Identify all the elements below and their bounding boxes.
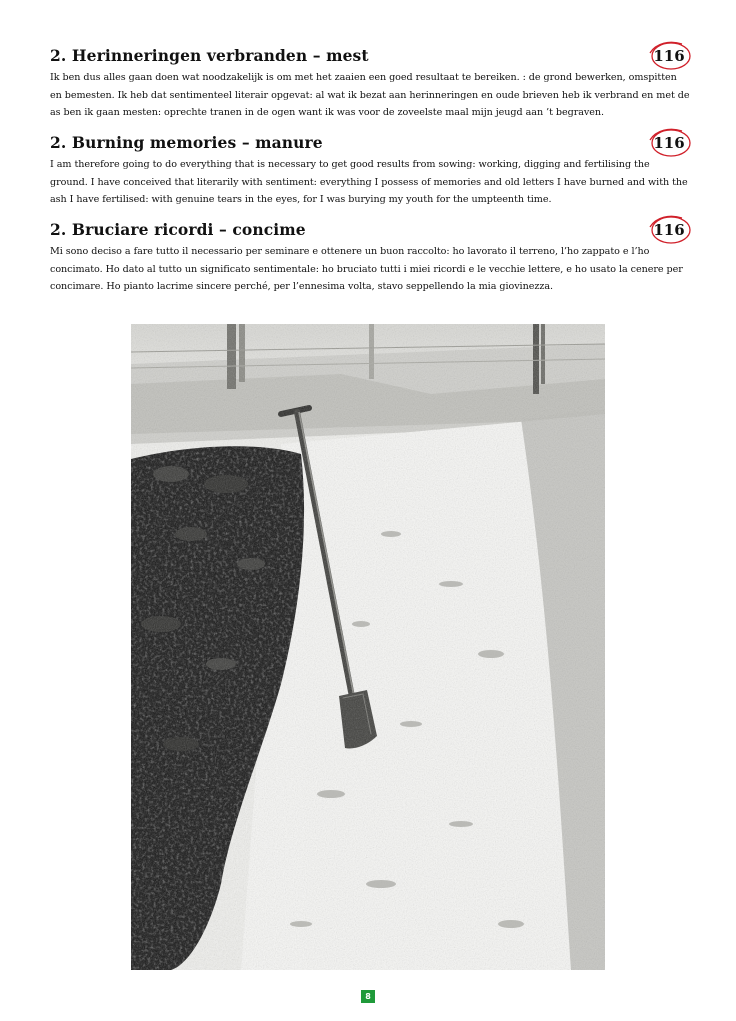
section-heading: 2. Herinneringen verbranden – mest [50,46,369,65]
section-body: Mi sono deciso a fare tutto il necessario per seminare e ottenere un buon raccolto: ho lavorato il terreno, l’ho zappato e l’ho concimato. Ho dato al tutto un significato sentimentale: ho bruciato tutti i miei ricordi e le vecchie lettere, e ho usato la cenere per concimare. Ho pianto lacrime sincere perché, per l’ennesima volta, stavo seppellendo la mia giovinezza. [50,246,683,292]
page-reference-number: 116 [653,47,685,65]
heading-row [50,45,690,67]
page-reference [646,213,692,247]
footer-page-number: 8 [361,990,375,1003]
page-reference [646,126,692,160]
section-heading: 2. Bruciare ricordi – concime [50,220,306,239]
heading-row [50,219,690,241]
section-dutch [50,45,690,122]
page-reference-number: 116 [653,221,685,239]
page-reference-number: 116 [653,134,685,152]
section-body: I am therefore going to do everything that is necessary to get good results from sowing: working, digging and fertilising the ground. I have conceived that literarily with sentiment: everything I possess of memories and old letters I have burned and with the ash I have fertilised: with genuine tears in the eyes, for I was burying my youth for the umpteenth time. [50,159,688,205]
section-heading: 2. Burning memories – manure [50,133,323,152]
section-italian [50,219,690,296]
heading-row [50,132,690,154]
section-body: Ik ben dus alles gaan doen wat noodzakelijk is om met het zaaien een goed resultaat te bereiken. : de grond bewerken, omspitten en bemesten. Ik heb dat sentimenteel literair opgevat: al wat ik bezat aan herinneringen en oude brieven heb ik verbrand en met de as ben ik gaan mesten: oprechte tranen in de ogen want ik was voor de zoveelste maal mijn jeugd aan ’t begraven. [50,72,690,118]
photo-trench-spade [131,324,605,970]
page-reference [646,39,692,73]
section-english [50,132,690,209]
